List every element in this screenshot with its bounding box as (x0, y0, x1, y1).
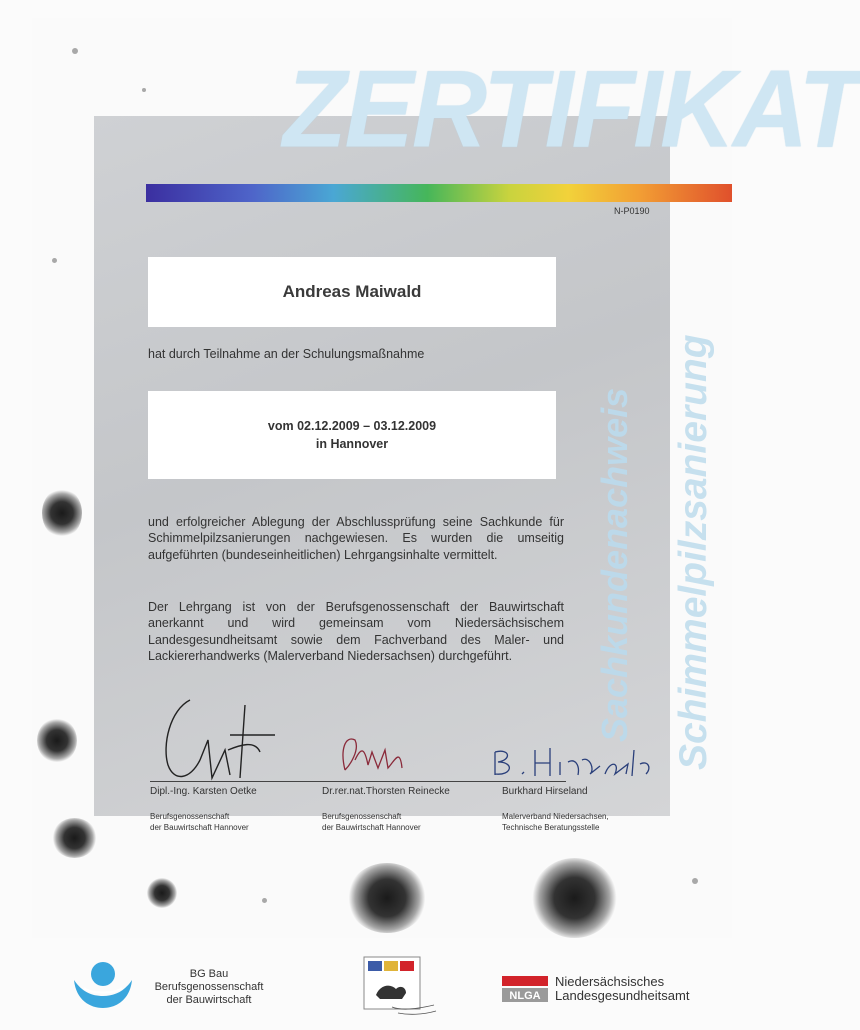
recipient-name: Andreas Maiwald (282, 282, 422, 301)
signature-reinecke (343, 739, 402, 770)
recipient-box (148, 257, 556, 327)
certificate-title: ZERTIFIKAT (283, 49, 860, 171)
nlga-name (555, 975, 689, 1003)
signer-org-2 (322, 812, 421, 833)
signer-name-1: Dipl.-Ing. Karsten Oetke (150, 786, 257, 797)
rainbow-stripe (146, 184, 732, 202)
malerverband-logo-icon (362, 955, 442, 1019)
mold-spot (347, 863, 427, 933)
signer-org-2-line1: Berufsgenossenschaft (322, 812, 402, 821)
course-date-range: vom 02.12.2009 – 03.12.2009 (267, 419, 437, 433)
intro-text: hat durch Teilnahme an der Schulungsmaßnahme (148, 347, 425, 361)
signer-name-2: Dr.rer.nat.Thorsten Reinecke (322, 786, 450, 797)
nlga-logo-icon (500, 974, 550, 1004)
side-text-schimmelpilzsanierung: Schimmelpilzsanierung (672, 334, 715, 770)
bg-bau-line1: BG Bau (189, 968, 229, 980)
mold-speck (72, 48, 78, 54)
signer-org-3-line1: Malerverband Niedersachsen, (502, 812, 609, 821)
nlga-line2: Landesgesundheitsamt (555, 988, 690, 1003)
nlga-badge-text: NLGA (509, 990, 541, 1002)
mold-spot (37, 718, 77, 763)
signer-org-2-line2: der Bauwirtschaft Hannover (322, 822, 421, 832)
signer-org-3-line2: Technische Beratungsstelle (502, 822, 600, 832)
signer-org-3 (502, 812, 609, 833)
signer-name-3: Burkhard Hirseland (502, 786, 588, 797)
mold-speck (142, 88, 146, 92)
course-date-box (148, 391, 556, 479)
mold-spot (42, 488, 82, 538)
signature-oetke (166, 700, 275, 778)
certificate-number: N-P0190 (614, 206, 650, 216)
signer-org-1 (150, 812, 249, 833)
side-text-sachkundenachweis: Sachkundenachweis (594, 387, 635, 742)
signatures (150, 690, 670, 785)
mold-speck (262, 898, 267, 903)
paragraph-course: Der Lehrgang ist von der Berufsgenossenschaft der Bauwirtschaft anerkannt und wird gemeinsam vom Niedersächsischem Landesgesundheitsamt sowie dem Fachverband des Maler- und Lackiererhandwerks (Malerverband Niedersachsen) durchgeführt. (148, 600, 564, 663)
signature-line (150, 781, 566, 782)
mold-spot (532, 858, 617, 938)
signature-hirseland (495, 748, 649, 776)
mold-speck (52, 258, 57, 263)
paragraph-exam: und erfolgreicher Ablegung der Abschlussprüfung seine Sachkunde für Schimmelpilzsanierungen nachgewiesen. Es wurden die umseitig aufgeführten (bundeseinheitlichen) Lehrgangsinhalte vermittelt. (148, 515, 564, 562)
bg-bau-logo-icon (70, 960, 136, 1010)
signer-org-1-line2: der Bauwirtschaft Hannover (150, 822, 249, 832)
nlga-line1: Niedersächsisches (555, 974, 665, 989)
bg-bau-name (150, 968, 268, 1007)
mold-spot (147, 878, 177, 908)
mold-spot (52, 818, 97, 858)
signer-org-1-line1: Berufsgenossenschaft (150, 812, 230, 821)
bg-bau-line3: der Bauwirtschaft (166, 994, 252, 1006)
mold-speck (692, 878, 698, 884)
bg-bau-line2: Berufsgenossenschaft (154, 981, 264, 993)
course-location: in Hannover (315, 437, 389, 451)
